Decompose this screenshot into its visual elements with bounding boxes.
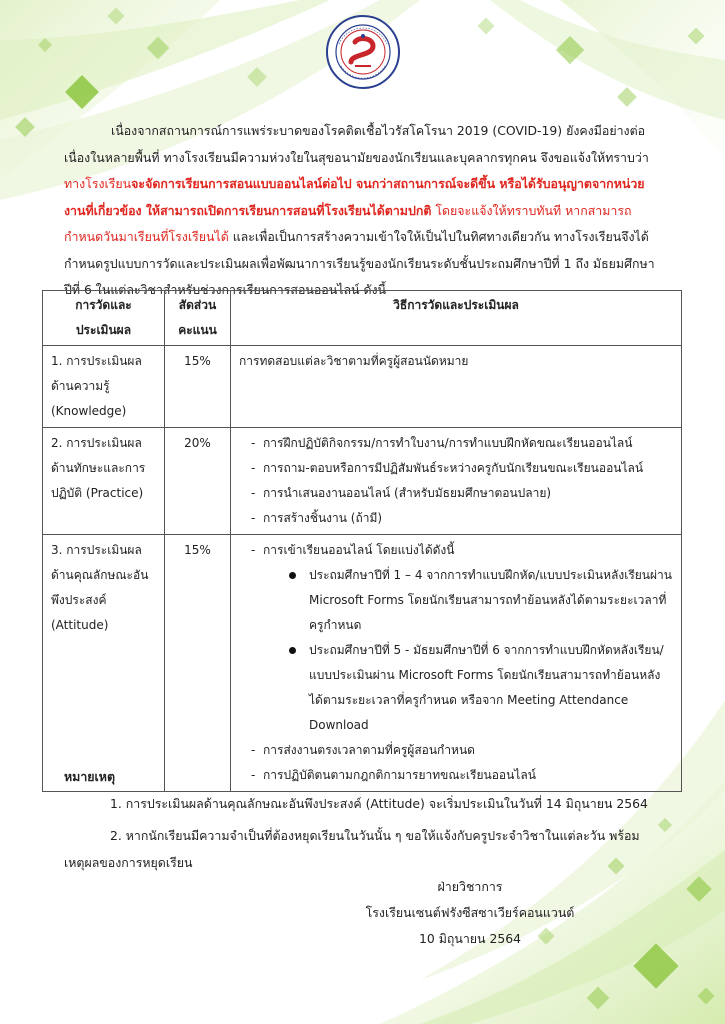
list-item — [251, 538, 673, 738]
bullet-list — [263, 563, 673, 738]
notes-title: หมายเหตุ — [64, 769, 116, 784]
bullet-icon — [289, 572, 296, 579]
table-row — [43, 428, 682, 535]
signature-department: ฝ่ายวิชาการ — [437, 879, 503, 894]
note-item-1: 1. การประเมินผลด้านคุณลักษณะอันพึงประสงค์ (Attitude) จะเริ่มประเมินในวันที่ 14 มิถุนายน 2564 — [110, 796, 648, 811]
method-cell — [231, 535, 682, 792]
header-proportion: สัดส่วนคะแนน — [165, 291, 231, 346]
bullet-item — [289, 638, 673, 738]
method-list — [239, 538, 673, 788]
table-header-row — [43, 291, 682, 346]
intro-text: เนื่องจากสถานการณ์การแพร่ระบาดของโรคติดเชื้อไวรัสโคโรนา 2019 (COVID-19) ยังคงมีอย่างต่อเนื่องในหลายพื้นที่ ทางโรงเรียนมีความห่วงใยในสุขอนามัยของนักเรียนและบุคลากรทุกคน จึงขอแจ้งให้ทราบว่า — [64, 123, 649, 165]
bullet-text: ประถมศึกษาปีที่ 1 – 4 จากการทำแบบฝึกหัด/แบบประเมินหลังเรียนผ่าน Microsoft Forms โดยนักเรียนสามารถทำย้อนหลังได้ตามระยะเวลาที่ครูกำหนด — [309, 568, 672, 632]
list-item-lead: การเข้าเรียนออนไลน์ โดยแบ่งได้ดังนี้ — [263, 543, 455, 557]
intro-bold-red-text: จะจัดการเรียนการสอนแบบออนไลน์ต่อไป จนกว่าสถานการณ์จะดีขึ้น หรือได้รับอนุญาตจากหน่วยงานที่เกี่ยวข้อง ให้สามารถเปิดการเรียนการสอนที่โรงเรียนได้ตามปกติ — [64, 176, 645, 218]
list-item: - การนำเสนองานออนไลน์ (สำหรับมัธยมศึกษาตอนปลาย) — [251, 481, 673, 506]
school-logo — [325, 14, 401, 90]
list-item: - การส่งงานตรงเวลาตามที่ครูผู้สอนกำหนด — [251, 738, 673, 763]
method-cell — [231, 428, 682, 535]
bullet-item — [289, 563, 673, 638]
intro-red-notice: โดยจะแจ้งให้ทราบทันที หากสามารถกำหนดวันมาเรียนที่โรงเรียนได้ — [64, 202, 632, 244]
list-item: - การฝึกปฏิบัติกิจกรรม/การทำใบงาน/การทำแบบฝึกหัดขณะเรียนออนไลน์ — [251, 431, 673, 456]
intro-red-text: ทางโรงเรียน — [64, 176, 132, 191]
category-cell: 2. การประเมินผลด้านทักษะและการปฏิบัติ (Practice) — [43, 428, 165, 535]
category-cell: 1. การประเมินผลด้านความรู้ (Knowledge) — [43, 346, 165, 428]
table-row — [43, 535, 682, 792]
intro-text-2: และเพื่อเป็นการสร้างความเข้าใจให้เป็นไปในทิศทางเดียวกัน ทางโรงเรียนจึงได้กำหนดรูปแบบการวัดและประเมินผลเพื่อพัฒนาการเรียนรู้ของนักเรียนระดับชั้นประถมศึกษาปีที่ 1 ถึง มัธยมศึกษาปีที่ 6 ในแต่ละวิชาสำหรับช่วงการเรียนการสอนออนไลน์ ดังนี้ — [64, 229, 655, 297]
proportion-cell: 15% — [165, 535, 231, 792]
list-item: - การสร้างชิ้นงาน (ถ้ามี) — [251, 506, 673, 531]
table-row — [43, 346, 682, 428]
category-cell: 3. การประเมินผลด้านคุณลักษณะอันพึงประสงค์ (Attitude) — [43, 535, 165, 792]
list-item: - การถาม-ตอบหรือการมีปฏิสัมพันธ์ระหว่างครูกับนักเรียนขณะเรียนออนไลน์ — [251, 456, 673, 481]
list-item: - การปฏิบัติตนตามกฎกติกามารยาทขณะเรียนออนไลน์ — [251, 763, 673, 788]
note-item-2: 2. หากนักเรียนมีความจำเป็นที่ต้องหยุดเรียนในวันนั้น ๆ ขอให้แจ้งกับครูประจำวิชาในแต่ละวัน พร้อมเหตุผลของการหยุดเรียน — [64, 828, 640, 870]
proportion-cell: 15% — [165, 346, 231, 428]
proportion-cell: 20% — [165, 428, 231, 535]
intro-paragraph — [64, 118, 660, 304]
header-category: การวัดและประเมินผล — [43, 291, 165, 346]
signature-date: 10 มิถุนายน 2564 — [418, 931, 521, 946]
assessment-table — [42, 290, 682, 792]
header-method: วิธีการวัดและประเมินผล — [231, 291, 682, 346]
signature-school: โรงเรียนเซนต์ฟรังซีสซาเวียร์คอนแวนต์ — [365, 905, 575, 920]
method-list — [239, 431, 673, 531]
bullet-text: ประถมศึกษาปีที่ 5 - มัธยมศึกษาปีที่ 6 จากการทำแบบฝึกหัดหลังเรียน/แบบประเมินผ่าน Microsoft Forms โดยนักเรียนสามารถทำย้อนหลังได้ตามระยะเวลาที่ครูกำหนด หรือจาก Meeting Attendance Download — [309, 643, 664, 732]
method-cell: การทดสอบแต่ละวิชาตามที่ครูผู้สอนนัดหมาย — [231, 346, 682, 428]
bullet-icon — [289, 647, 296, 654]
